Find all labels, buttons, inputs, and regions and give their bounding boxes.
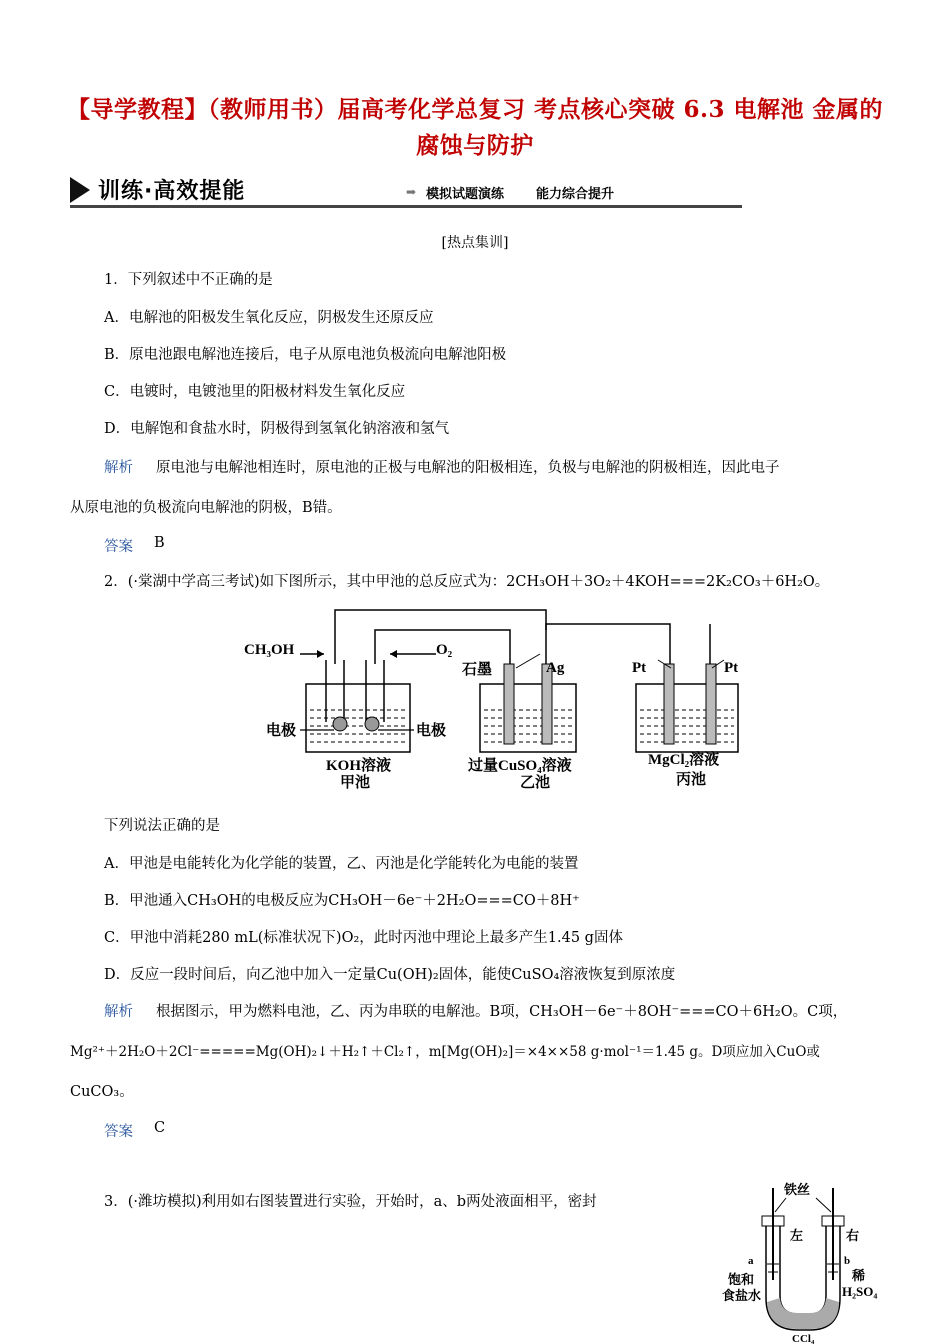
label-brine: 食盐水 bbox=[722, 1288, 762, 1303]
section-banner bbox=[70, 174, 742, 208]
q1-option-d: D．电解饱和食盐水时，阴极得到氢氧化钠溶液和氢气 bbox=[104, 421, 450, 437]
label-dilute: 稀 bbox=[852, 1268, 866, 1283]
label-graphite: 石墨 bbox=[462, 662, 493, 678]
q2-option-a: A．甲池是电能转化为化学能的装置，乙、丙池是化学能转化为电能的装置 bbox=[104, 856, 579, 872]
label-ag: Ag bbox=[546, 660, 565, 676]
u-tube-diagram bbox=[720, 1180, 890, 1344]
label-pt-2: Pt bbox=[724, 660, 739, 676]
document-title bbox=[60, 92, 890, 164]
q2-answer: C bbox=[154, 1120, 166, 1136]
label-saturated: 饱和 bbox=[728, 1272, 755, 1287]
label-cell-jia: 甲池 bbox=[340, 775, 371, 791]
q1-answer: B bbox=[154, 535, 165, 551]
label-cell-yi: 乙池 bbox=[520, 775, 551, 791]
q1-option-c: C．电镀时，电镀池里的阳极材料发生氧化反应 bbox=[104, 384, 406, 400]
label-h2so4: H₂SO₄ bbox=[842, 1284, 878, 1299]
label-mgcl2-solution: MgCl₂溶液 bbox=[648, 752, 720, 768]
q2-option-b: B．甲池通入CH₃OH的电极反应为CH₃OH－6e⁻＋2H₂O===CO＋8H⁺ bbox=[104, 893, 580, 909]
label-o2: O₂ bbox=[436, 642, 453, 658]
q1-analysis-line-2: 从原电池的负极流向电解池的阴极，B错。 bbox=[70, 500, 342, 516]
q2-prompt: 下列说法正确的是 bbox=[104, 818, 220, 834]
section-heading: [热点集训] bbox=[441, 235, 509, 251]
q2-analysis-line-3: CuCO₃。 bbox=[70, 1084, 134, 1100]
q1-stem: 1．下列叙述中不正确的是 bbox=[104, 272, 273, 288]
label-right: 右 bbox=[846, 1228, 860, 1243]
q1-analysis-label: 解析 bbox=[104, 460, 133, 476]
q1-option-b: B．原电池跟电解池连接后，电子从原电池负极流向电解池阳极 bbox=[104, 347, 507, 363]
q1-analysis-line-1: 原电池与电解池相连时，原电池的正极与电解池的阳极相连，负极与电解池的阴极相连，因此电子 bbox=[156, 460, 780, 476]
label-iron-wire: 铁丝 bbox=[784, 1182, 811, 1197]
arrow-right-icon: ➡ bbox=[406, 185, 417, 199]
q2-answer-label: 答案 bbox=[104, 1124, 133, 1140]
play-icon bbox=[70, 177, 90, 203]
title-line-1: 【导学教程】（教师用书）届高考化学总复习 考点核心突破 6.3 电解池 金属的 bbox=[66, 96, 884, 123]
label-ccl4: CCl₄ bbox=[792, 1333, 815, 1344]
label-koh-solution: KOH溶液 bbox=[326, 758, 392, 774]
title-line-2: 腐蚀与防护 bbox=[416, 132, 534, 159]
q1-option-a: A．电解池的阳极发生氧化反应，阴极发生还原反应 bbox=[104, 310, 434, 326]
q2-option-d: D．反应一段时间后，向乙池中加入一定量Cu(OH)₂固体，能使CuSO₄溶液恢复到原浓度 bbox=[104, 967, 676, 983]
label-electrode-right: 电极 bbox=[416, 723, 447, 739]
label-electrode-left: 电极 bbox=[266, 723, 297, 739]
banner-sub-1: 模拟试题演练 bbox=[426, 187, 505, 202]
label-left: 左 bbox=[790, 1228, 804, 1243]
label-cell-bing: 丙池 bbox=[676, 772, 707, 788]
q3-stem: 3．(·潍坊模拟)利用如右图装置进行实验，开始时，a、b两处液面相平，密封 bbox=[104, 1194, 597, 1210]
label-b: b bbox=[844, 1255, 851, 1267]
label-cuso4-solution: 过量CuSO₄溶液 bbox=[468, 758, 572, 774]
q2-stem: 2．(·棠湖中学高三考试)如下图所示，其中甲池的总反应式为：2CH₃OH＋3O₂＋4KOH===2K₂CO₃＋6H₂O。 bbox=[104, 574, 830, 590]
label-a: a bbox=[748, 1255, 754, 1267]
electrolysis-cells-diagram bbox=[240, 604, 760, 794]
banner-divider bbox=[70, 205, 742, 208]
label-pt-1: Pt bbox=[632, 660, 647, 676]
q2-option-c: C．甲池中消耗280 mL(标准状况下)O₂，此时丙池中理论上最多产生1.45 g固体 bbox=[104, 930, 623, 946]
q2-analysis-line-1: 根据图示，甲为燃料电池，乙、丙为串联的电解池。B项，CH₃OH－6e⁻＋8OH⁻===CO＋6H₂O。C项， bbox=[156, 1004, 848, 1020]
banner-sub-2: 能力综合提升 bbox=[536, 187, 615, 202]
q2-analysis-label: 解析 bbox=[104, 1004, 133, 1020]
label-ch3oh: CH₃OH bbox=[244, 642, 295, 658]
q1-answer-label: 答案 bbox=[104, 539, 133, 555]
q2-analysis-line-2: Mg²⁺＋2H₂O＋2Cl⁻=====Mg(OH)₂↓＋H₂↑＋Cl₂↑，m[Mg(OH)₂]＝×4××58 g·mol⁻¹＝1.45 g。D项应加入CuO或 bbox=[70, 1044, 820, 1060]
banner-heading: 训练·高效提能 bbox=[98, 179, 246, 204]
